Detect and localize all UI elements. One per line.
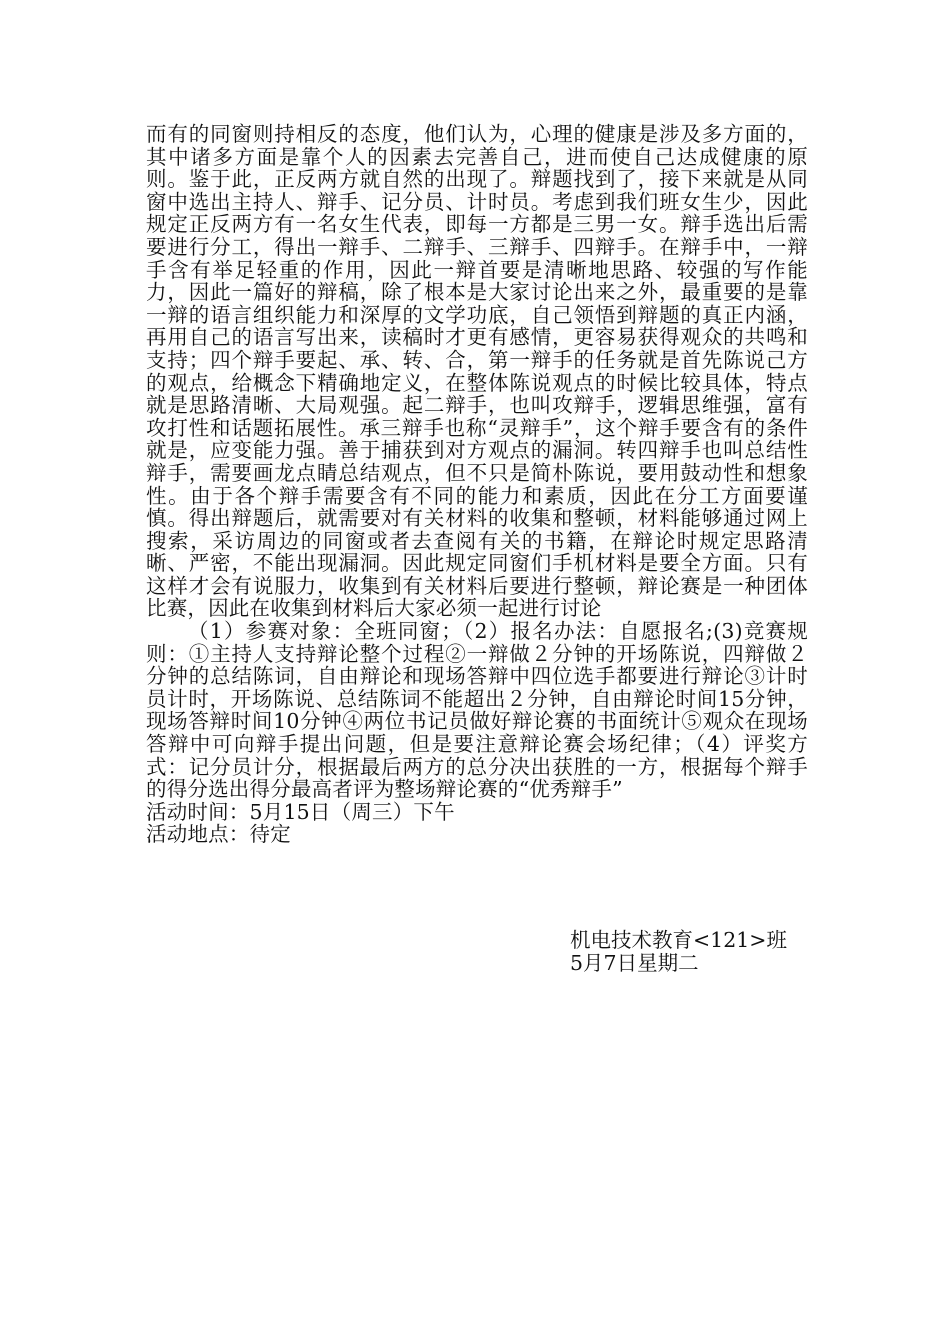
activity-time: 活动时间：5月15日（周三）下午 <box>146 799 455 824</box>
signature-block <box>570 929 787 974</box>
paragraph-debate-preparation: 而有的同窗则持相反的态度，他们认为，心理的健康是涉及多方面的，其中诸多方面是靠个人的因素去完善自己，进而使自己达成健康的原则。鉴于此，正反两方就自然的出现了。辩题找到了，接下来就是从同窗中选出主持人、辩手、记分员、计时员。考虑到我们班女生少，因此规定正反两方有一名女生代表，即每一方都是三男一女。辩手选出后需要进行分工，得出一辩手、二辩手、三辩手、四辩手。在辩手中，一辩手含有举足轻重的作用，因此一辩首要是清晰地思路、较强的写作能力，因此一篇好的辩稿，除了根本是大家讨论出来之外，最重要的是靠一辩的语言组织能力和深厚的文学功底，自己领悟到辩题的真正内涵，再用自己的语言写出来，读稿时才更有感情，更容易获得观众的共鸣和支持；四个辩手要起、承、转、合，第一辩手的任务就是首先陈说己方的观点，给概念下精确地定义，在整体陈说观点的时候比较具体，特点就是思路清晰、大局观强。起二辩手，也叫攻辩手，逻辑思维强，富有攻打性和话题拓展性。承三辩手也称“灵辩手”，这个辩手要含有的条件就是，应变能力强。善于捕获到对方观点的漏洞。转四辩手也叫总结性辩手，需要画龙点睛总结观点，但不只是简朴陈说，要用鼓动性和想象性。由于各个辩手需要含有不同的能力和素质，因此在分工方面要谨慎。得出辩题后，就需要对有关材料的收集和整顿，材料能够通过网上搜索，采访周边的同窗或者去查阅有关的书籍，在辩论时规定思路清晰、严密，不能出现漏洞。因此规定同窗们手机材料是要全方面。只有这样才会有说服力，收集到有关材料后要进行整顿，辩论赛是一种团体比赛，因此在收集到材料后大家必须一起进行讨论 <box>146 122 808 621</box>
signature-date: 5月7日星期二 <box>570 950 699 975</box>
signature-organization: 机电技术教育<121>班 <box>570 928 787 952</box>
document-body <box>146 123 808 846</box>
paragraph-competition-rules: （1）参赛对象：全班同窗；（2）报名办法：自愿报名;(3)竞赛规则：①主持人支持辩论整个过程②一辩做２分钟的开场陈说，四辩做２分钟的总结陈词，自由辩论和现场答辩中四位选手都要进行辩论③计时员计时，开场陈说、总结陈词不能超出２分钟，自由辩论时间15分钟，现场答辩时间10分钟④两位书记员做好辩论赛的书面统计⑤观众在现场答辩中可向辩手提出问题，但是要注意辩论赛会场纪律；（4）评奖方式：记分员计分，根据最后两方的总分决出获胜的一方，根据每个辩手的得分选出得分最高者评为整场辩论赛的“优秀辩手” <box>146 619 808 802</box>
activity-place: 活动地点：待定 <box>146 822 291 847</box>
